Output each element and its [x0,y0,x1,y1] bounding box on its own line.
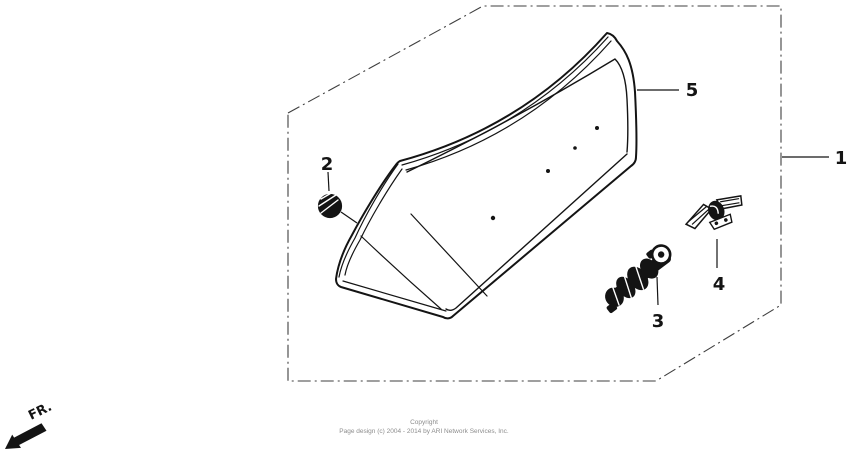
callout-5-number[interactable]: 5 [685,80,699,101]
panel-left-rim-line-2 [345,169,402,275]
callout-2-number[interactable]: 2 [320,154,334,175]
callout-2 [321,154,334,191]
fr-direction-arrow [5,400,54,449]
panel-bottom-left-inner [343,281,446,311]
nut-to-panel-leader [341,212,357,223]
footer-design-credit-line: Page design (c) 2004 - 2014 by ARI Network Services, Inc. [339,428,509,435]
fr-arrow-label: FR. [26,399,55,424]
callout-4-number[interactable]: 4 [712,274,726,295]
copyright-footer [339,419,509,435]
panel-outline [336,33,636,318]
callout-5 [637,80,698,101]
flange-nut-part [319,192,358,223]
callout-4 [713,239,726,295]
panel-hole-dot-3 [573,146,577,150]
callout-3 [652,277,665,332]
fr-arrow-icon [5,423,47,449]
panel-hole-dot-2 [546,169,550,173]
border-outline [288,6,781,381]
callout-3-number[interactable]: 3 [651,311,665,332]
panel-hole-dot-1 [491,216,495,220]
panel-inner-boundary [407,59,628,172]
callout-1-number[interactable]: 1 [834,148,848,169]
wing-emblem-part [682,192,748,237]
panel-left-rim-line-1 [339,164,398,277]
footer-copyright-line: Copyright [410,419,438,426]
seat-panel-part [336,33,636,318]
seat-lock-part [594,241,679,315]
panel-rim-line-1 [402,37,608,165]
diagram-border [288,6,781,381]
panel-hole-dot-4 [595,126,599,130]
callout-3-leader [657,277,658,305]
callout-1 [782,148,847,169]
panel-inner-bottom [446,154,627,310]
panel-face-crease [411,214,487,296]
